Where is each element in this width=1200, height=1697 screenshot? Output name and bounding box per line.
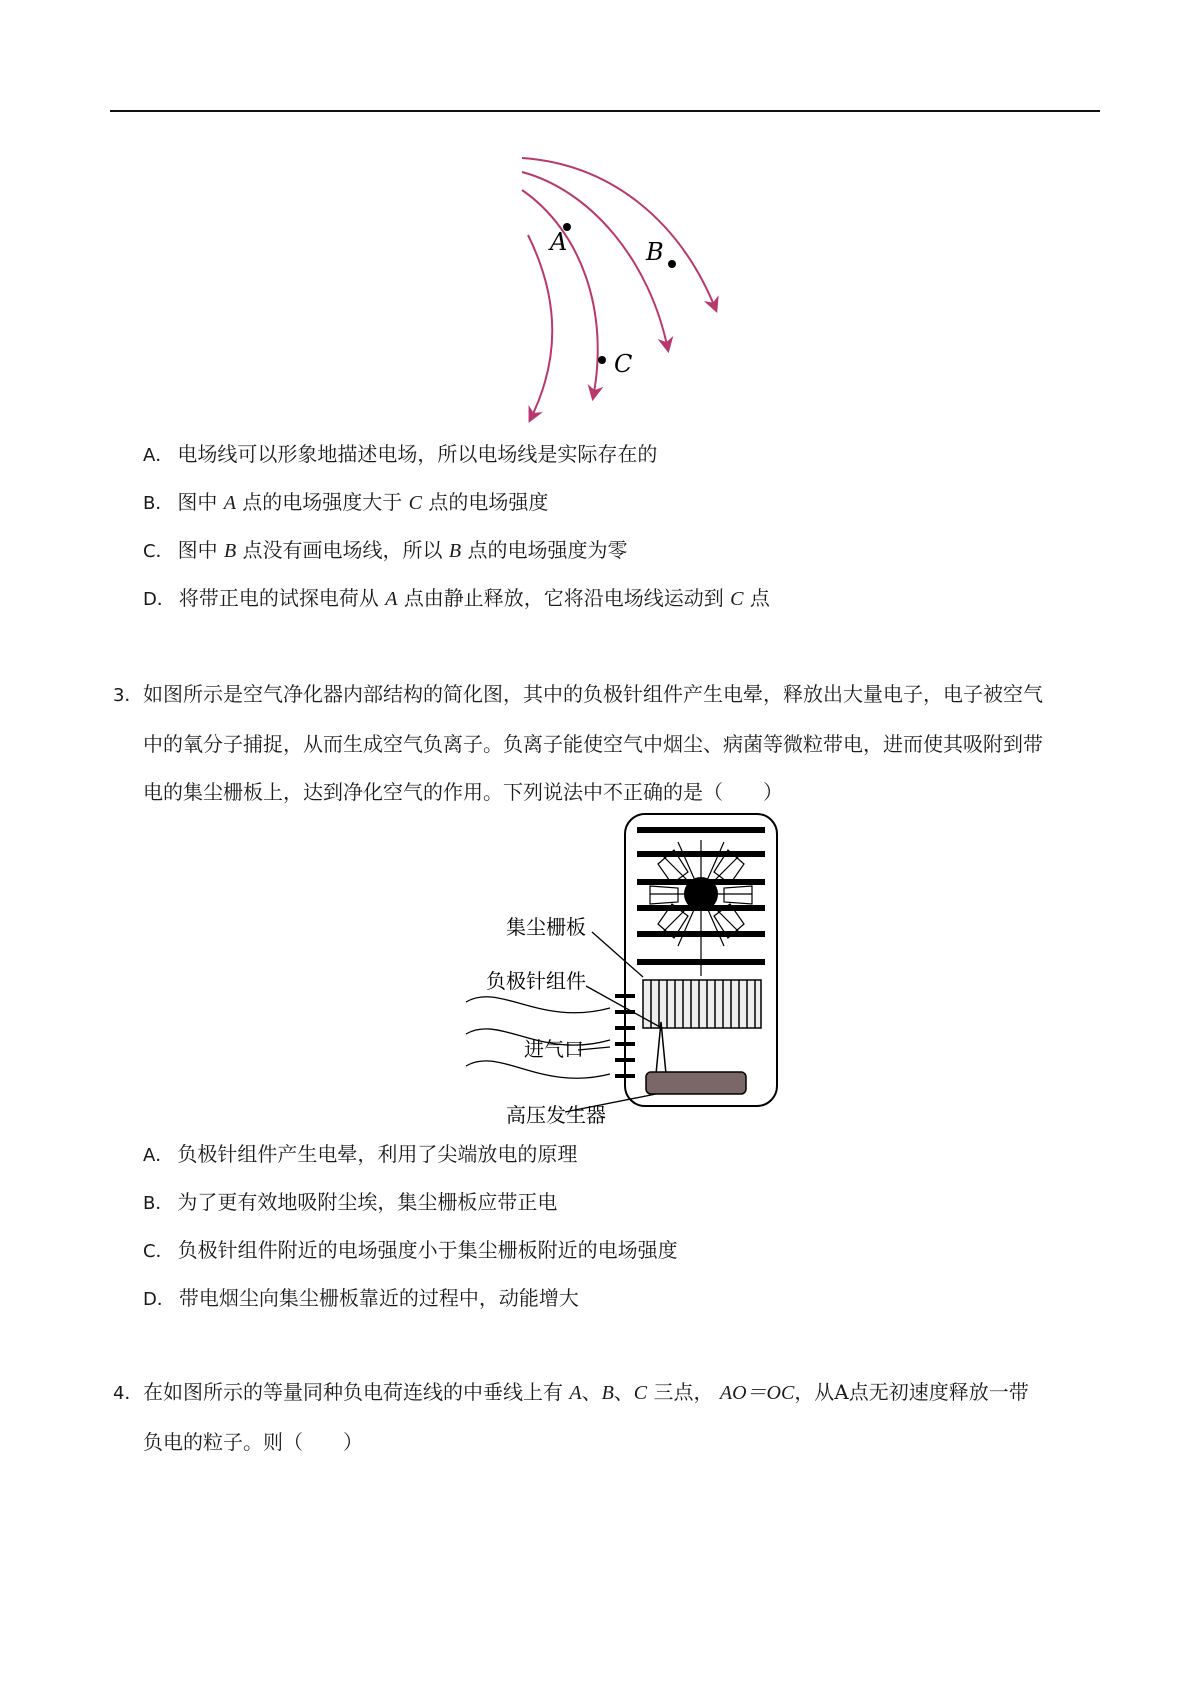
question-text: 三点，: [653, 1380, 714, 1404]
header-rule: [110, 110, 1100, 112]
option-label: A．: [143, 445, 174, 466]
option-label: C．: [143, 541, 174, 562]
var-b: B: [601, 1382, 614, 1404]
option-text: 电场线可以形象地描述电场，所以电场线是实际存在的: [177, 442, 658, 466]
q3-option-a[interactable]: [143, 1140, 577, 1170]
option-text: 将带正电的试探电荷从: [178, 586, 379, 610]
question-text: 电的集尘栅板上，达到净化空气的作用。下列说法中不正确的是（ ）: [143, 780, 783, 804]
q2-option-a[interactable]: [143, 440, 657, 470]
var-c: C: [633, 1382, 648, 1404]
point-b-dot: [668, 260, 676, 268]
q3-option-b[interactable]: [143, 1188, 557, 1218]
option-label: D．: [143, 1289, 175, 1310]
option-text: 图中: [177, 490, 218, 514]
var-c: C: [408, 492, 422, 514]
option-text: 为了更有效地吸附尘埃，集尘栅板应带正电: [177, 1190, 558, 1214]
option-label: B．: [143, 493, 174, 514]
var-b: B: [448, 540, 462, 562]
option-text: 负极针组件附近的电场强度小于集尘栅板附近的电场强度: [177, 1238, 678, 1262]
option-text: 点没有画电场线，所以: [242, 538, 443, 562]
option-text: 图中: [177, 538, 218, 562]
question-3: [113, 670, 1103, 816]
label-generator: 高压发生器: [506, 1103, 606, 1127]
var-b: B: [223, 540, 237, 562]
var-a: A: [385, 588, 398, 610]
var-a: A: [223, 492, 236, 514]
q3-option-c[interactable]: [143, 1236, 678, 1266]
option-text: 点的电场强度为零: [467, 538, 628, 562]
separator: 、: [613, 1380, 634, 1404]
point-b-label: B: [646, 238, 664, 266]
question-4: [113, 1368, 1103, 1466]
var-a: A: [569, 1382, 582, 1404]
electric-field-lines-figure: [510, 150, 740, 430]
field-line-3: [522, 190, 598, 398]
option-label: B．: [143, 1193, 174, 1214]
point-c-label: C: [614, 350, 633, 378]
option-label: C．: [143, 1241, 174, 1262]
question-text: 在如图所示的等量同种负电荷连线的中垂线上有: [143, 1380, 563, 1404]
equation: AO＝OC: [719, 1382, 795, 1404]
dust-grid-plate: [643, 980, 761, 1028]
separator: 、: [581, 1380, 602, 1404]
q2-option-b[interactable]: [143, 488, 548, 518]
question-text: 中的氧分子捕捉，从而生成空气负离子。负离子能使空气中烟尘、病菌等微粒带电，进而使其吸附到带: [143, 732, 1043, 756]
q2-option-c[interactable]: [143, 536, 627, 566]
option-text: 点的电场强度: [428, 490, 549, 514]
question-text: 负电的粒子。则（ ）: [143, 1430, 363, 1454]
high-voltage-generator: [646, 1072, 746, 1094]
q2-option-d[interactable]: [143, 584, 770, 614]
label-dust-plate: 集尘栅板: [506, 915, 586, 939]
option-text: 点的电场强度大于: [242, 490, 403, 514]
var-c: C: [730, 588, 744, 610]
air-purifier-figure: [460, 812, 790, 1132]
question-text: 如图所示是空气净化器内部结构的简化图，其中的负极针组件产生电晕，释放出大量电子，电子被空气: [143, 682, 1043, 706]
q3-option-d[interactable]: [143, 1284, 579, 1314]
option-text: 负极针组件产生电晕，利用了尖端放电的原理: [177, 1142, 578, 1166]
label-inlet: 进气口: [524, 1037, 584, 1061]
question-text: ，从A点无初速度释放一带: [794, 1380, 1029, 1404]
option-text: 点由静止释放，它将沿电场线运动到: [403, 586, 724, 610]
question-number: 4．: [113, 1383, 143, 1404]
option-label: A．: [143, 1145, 174, 1166]
point-a-label: A: [550, 228, 568, 256]
option-text: 带电烟尘向集尘栅板靠近的过程中，动能增大: [178, 1286, 579, 1310]
option-label: D．: [143, 589, 175, 610]
question-number: 3．: [113, 685, 143, 706]
label-needle: 负极针组件: [486, 969, 586, 993]
option-text: 点: [749, 586, 770, 610]
point-c-dot: [598, 356, 606, 364]
field-line-4: [528, 235, 552, 420]
fan-hub: [684, 877, 718, 911]
needle-electrode: [656, 1022, 666, 1074]
